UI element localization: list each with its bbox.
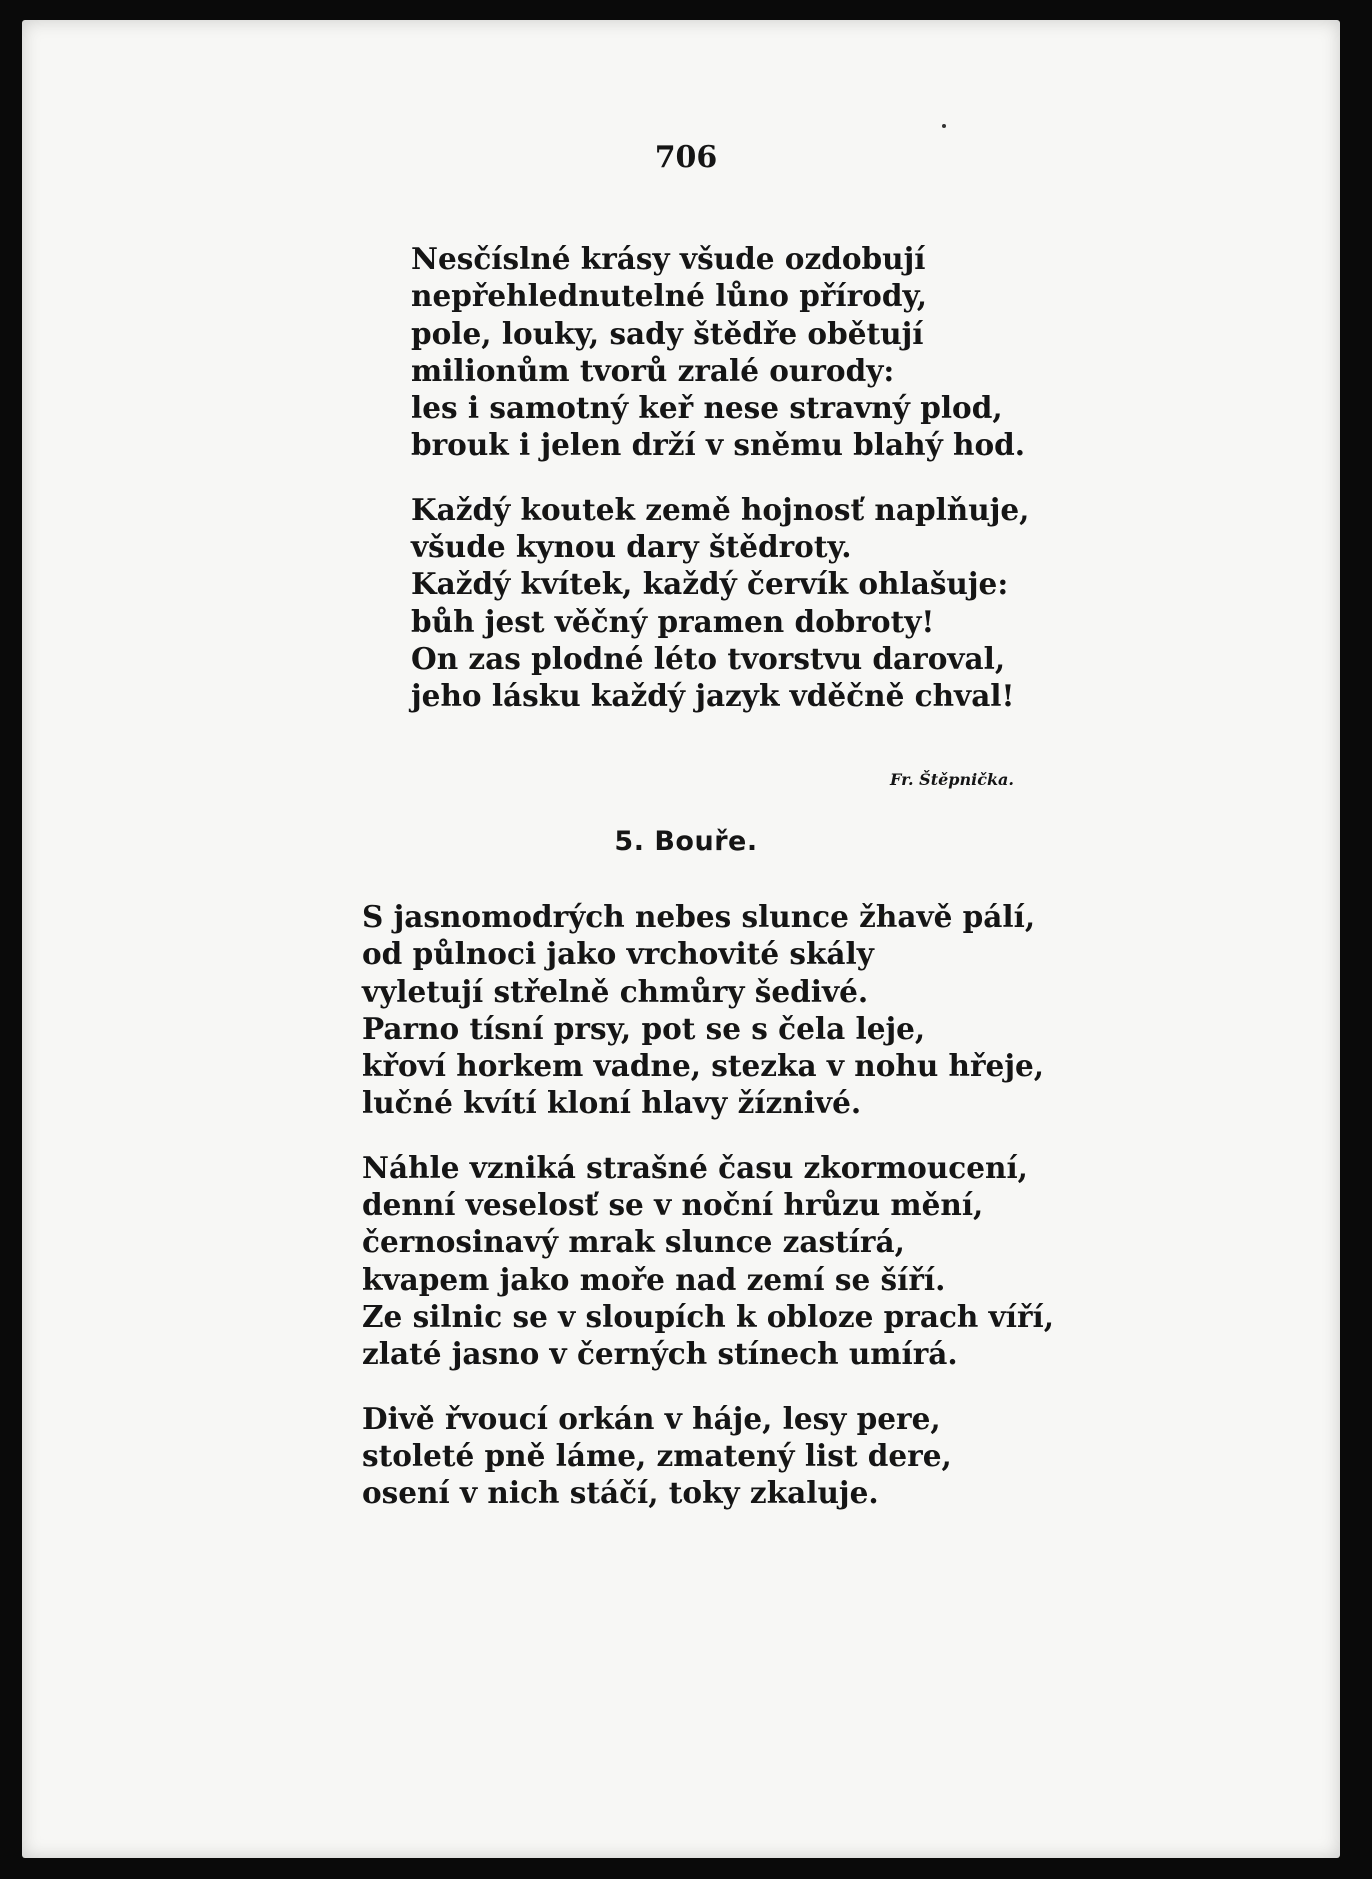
verse-line: černosinavý mrak slunce zastírá, — [362, 1224, 905, 1260]
verse-line: všude kynou dary štědroty. — [411, 529, 852, 565]
verse-line: S jasnomodrých nebes slunce žhavě pálí, — [362, 899, 1036, 934]
verse-line: milionům tvorů zralé ourody: — [411, 352, 895, 388]
poem-storm — [362, 898, 1054, 1511]
print-speck — [942, 124, 946, 128]
verse-line: Ze silnic se v sloupích k obloze prach víří, — [362, 1298, 1055, 1334]
verse-line: Nesčíslné krásy všude ozdobují — [411, 241, 926, 276]
verse-line: lučné kvítí kloní hlavy žíznivé. — [362, 1085, 862, 1121]
verse-line: Náhle vzniká strašné času zkormoucení, — [362, 1149, 1028, 1185]
verse-line: jeho lásku každý jazyk vděčně chval! — [411, 678, 1015, 714]
verse-line: pole, louky, sady štědře obětují — [411, 315, 924, 351]
page-number: 706 — [654, 140, 718, 175]
section-heading: 5. Bouře. — [614, 826, 758, 857]
verse-line: vyletují střelně chmůry šedivé. — [362, 973, 869, 1009]
verse-line: Parno tísní prsy, pot se s čela leje, — [362, 1010, 926, 1046]
verse-line: Každý kvítek, každý červík ohlašuje: — [411, 566, 1009, 602]
verse-line: osení v nich stáčí, toky zkaluje. — [362, 1475, 879, 1511]
poem-first — [411, 240, 1029, 715]
verse-line: bůh jest věčný pramen dobroty! — [411, 603, 935, 639]
stanza — [411, 240, 1029, 464]
poem-attribution: Fr. Štěpnička. — [890, 770, 1014, 789]
verse-line: On zas plodné léto tvorstvu daroval, — [411, 640, 1006, 676]
stanza — [362, 898, 1054, 1122]
verse-line: stoleté pně láme, zmatený list dere, — [362, 1437, 952, 1473]
verse-line: brouk i jelen drží v sněmu blahý hod. — [411, 427, 1026, 463]
stanza — [362, 1400, 1054, 1512]
verse-line: Divě řvoucí orkán v háje, lesy pere, — [362, 1400, 941, 1436]
verse-line: Každý koutek země hojnosť naplňuje, — [411, 491, 1030, 527]
verse-line: od půlnoci jako vrchovité skály — [362, 936, 874, 972]
verse-line: křoví horkem vadne, stezka v nohu hřeje, — [362, 1048, 1045, 1084]
verse-line: kvapem jako moře nad zemí se šíří. — [362, 1261, 946, 1297]
stanza — [411, 491, 1029, 715]
verse-line: les i samotný keř nese stravný plod, — [411, 390, 1003, 426]
verse-line: nepřehlednutelné lůno přírody, — [411, 278, 928, 314]
stanza — [362, 1149, 1054, 1373]
verse-line: denní veselosť se v noční hrůzu mění, — [362, 1187, 984, 1223]
verse-line: zlaté jasno v černých stínech umírá. — [362, 1336, 958, 1372]
